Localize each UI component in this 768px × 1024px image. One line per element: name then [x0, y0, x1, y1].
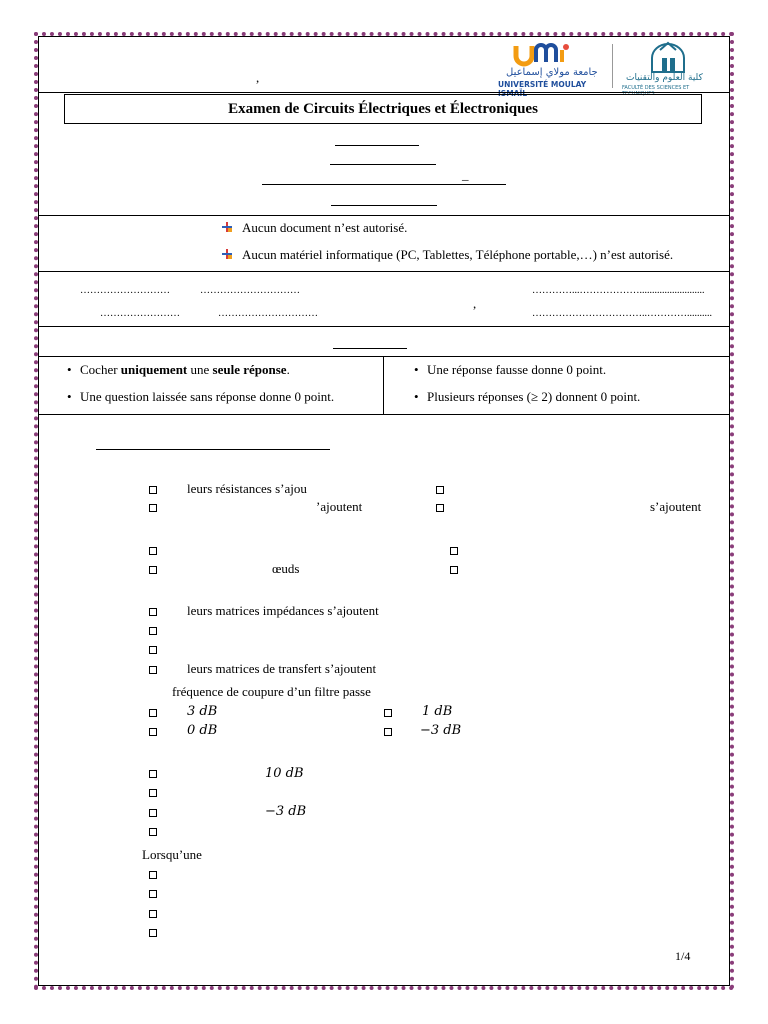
exam-title: Examen de Circuits Électriques et Électroniques — [64, 94, 702, 124]
flag-icon — [222, 249, 232, 259]
q4-option-a: 3 dB — [187, 704, 218, 719]
blank-line-2 — [330, 164, 436, 165]
umi-arabic: جامعة مولاي إسماعيل — [506, 67, 598, 78]
rule-no-document: Aucun document n’est autorisé. — [242, 220, 408, 235]
q3-checkbox-c[interactable] — [149, 646, 157, 654]
q4-option-c: 0 dB — [187, 723, 218, 738]
field-dots-5[interactable]: …………...……………….......................... — [532, 285, 705, 296]
section-heading-line — [96, 449, 330, 450]
q4-checkbox-a[interactable] — [149, 709, 157, 717]
field-dots-4[interactable]: ………………………… — [218, 308, 318, 319]
q1-option-c: ’ajoutent — [316, 499, 363, 514]
blank-line-4 — [331, 205, 437, 206]
q2-checkbox-a[interactable] — [149, 547, 157, 555]
blank-line-5 — [333, 348, 407, 349]
field-dots-3[interactable]: …………………… — [100, 308, 180, 319]
q4-checkbox-b[interactable] — [384, 709, 392, 717]
q6-checkbox-d[interactable] — [149, 929, 157, 937]
section-rule-5 — [38, 414, 730, 415]
q2-checkbox-d[interactable] — [450, 566, 458, 574]
q2-checkbox-c[interactable] — [149, 566, 157, 574]
section-rule-1 — [38, 215, 730, 216]
q5-checkbox-a[interactable] — [149, 770, 157, 778]
page-inner-border — [38, 36, 730, 986]
rule-no-device: Aucun matériel informatique (PC, Tablettes, Téléphone portable,…) n’est autorisé. — [242, 247, 674, 262]
q3-option-d: leurs matrices de transfert s’ajoutent — [187, 661, 377, 676]
q3-checkbox-b[interactable] — [149, 627, 157, 635]
q4-option-d: −3 dB — [420, 723, 462, 738]
q3-checkbox-d[interactable] — [149, 666, 157, 674]
q1-option-a: leurs résistances s’ajou — [187, 481, 307, 496]
underscore-mark: _ — [462, 167, 469, 182]
umi-logo — [498, 42, 606, 98]
instructions-divider — [383, 356, 384, 414]
q5-checkbox-d[interactable] — [149, 828, 157, 836]
instruction-no-answer: • Une question laissée sans réponse donne 0 point. — [80, 389, 334, 405]
q6-checkbox-c[interactable] — [149, 910, 157, 918]
fst-logo — [618, 40, 720, 97]
fst-latin: FACULTÉ DES SCIENCES ET TECHNIQUES — [622, 85, 690, 97]
q5-option-a: 10 dB — [265, 766, 304, 781]
fst-arabic: كلية العلوم والتقنيات — [626, 73, 703, 83]
q3-checkbox-a[interactable] — [149, 608, 157, 616]
q2-checkbox-b[interactable] — [450, 547, 458, 555]
q1-checkbox-a[interactable] — [149, 486, 157, 494]
instruction-check-one: • Cocher uniquement une seule réponse. — [80, 362, 290, 378]
page-number: 1/4 — [675, 949, 691, 963]
q4-checkbox-c[interactable] — [149, 728, 157, 736]
q1-checkbox-d[interactable] — [436, 504, 444, 512]
q4-option-b: 1 dB — [422, 704, 453, 719]
q5-option-c: −3 dB — [265, 804, 307, 819]
header-rule — [38, 92, 730, 93]
logo-divider — [612, 44, 613, 88]
q1-checkbox-b[interactable] — [436, 486, 444, 494]
q4-checkbox-d[interactable] — [384, 728, 392, 736]
blank-line-3 — [262, 184, 506, 185]
section-rule-3 — [38, 326, 730, 327]
flag-icon — [222, 222, 232, 232]
q4-stem: fréquence de coupure d’un filtre passe — [172, 684, 371, 699]
section-rule-4 — [38, 356, 730, 357]
q6-stem: Lorsqu’une — [142, 847, 202, 862]
q3-option-a: leurs matrices impédances s’ajoutent — [187, 603, 379, 618]
instruction-multiple-answers: • Plusieurs réponses (≥ 2) donnent 0 point. — [427, 389, 640, 405]
field-dots-6[interactable]: ……………………………..………….......... — [532, 308, 712, 319]
field-dots-1[interactable]: ……………………… — [80, 285, 170, 296]
q2-option-c: œuds — [272, 561, 300, 576]
q1-checkbox-c[interactable] — [149, 504, 157, 512]
q5-checkbox-c[interactable] — [149, 809, 157, 817]
field-dots-2[interactable]: ………………………… — [200, 285, 300, 296]
section-rule-2 — [38, 271, 730, 272]
q1-option-d: s’ajoutent — [650, 499, 702, 514]
q6-checkbox-b[interactable] — [149, 890, 157, 898]
q5-checkbox-b[interactable] — [149, 789, 157, 797]
header-comma: , — [256, 70, 260, 85]
umi-latin: UNIVERSITÉ MOULAY ISMAÏL — [498, 80, 587, 98]
instruction-wrong-answer: • Une réponse fausse donne 0 point. — [427, 362, 606, 378]
blank-line-1 — [335, 145, 419, 146]
q6-checkbox-a[interactable] — [149, 871, 157, 879]
field-comma: , — [473, 296, 477, 311]
